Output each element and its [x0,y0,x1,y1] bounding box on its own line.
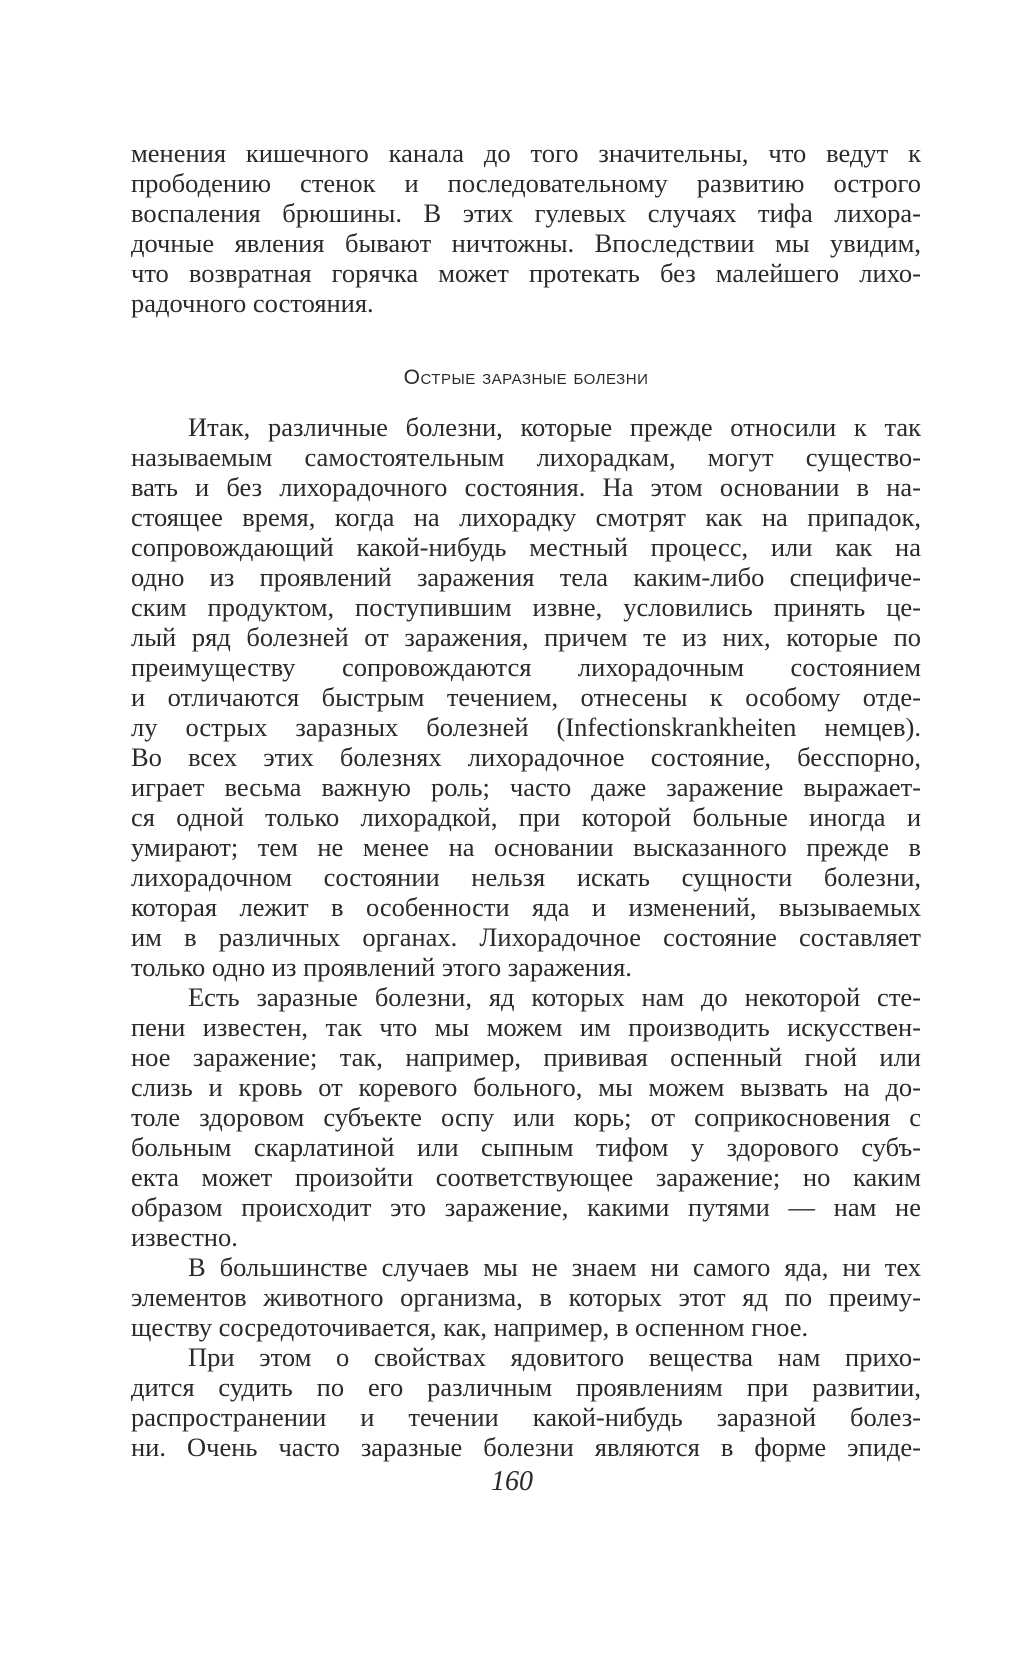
text-line: прободению стенок и последовательному развитию острого [131,168,921,198]
text-line: пени известен, так что мы можем им производить искусствен- [131,1012,921,1042]
text-line: толе здоровом субъекте оспу или корь; от соприкосновения с [131,1102,921,1132]
text-line: играет весьма важную роль; часто даже заражение выражает- [131,772,921,802]
page-number: 160 [491,1466,533,1497]
text-line: Есть заразные болезни, яд которых нам до некоторой сте- [188,982,921,1012]
text-line: ским продуктом, поступившим извне, условились принять це- [131,592,921,622]
paragraph-2 [131,982,921,1252]
text-line: называемым самостоятельным лихорадкам, могут существо- [131,442,921,472]
paragraph-4 [131,1342,921,1462]
text-line: При этом о свойствах ядовитого вещества нам прихо- [188,1342,921,1372]
text-line: элементов животного организма, в которых этот яд по преиму- [131,1282,921,1312]
text-line: вать и без лихорадочного состояния. На этом основании в на- [131,472,921,502]
text-line: воспаления брюшины. В этих гулевых случаях тифа лихора- [131,198,921,228]
text-line: ное заражение; так, например, прививая оспенный гной или [131,1042,921,1072]
text-line: и отличаются быстрым течением, отнесены к особому отде- [131,682,921,712]
text-line: известно. [131,1222,238,1252]
text-line: ществу сосредоточивается, как, например, в оспенном гное. [131,1312,809,1342]
text-line: ся одной только лихорадкой, при которой больные иногда и [131,802,921,832]
text-line: ни. Очень часто заразные болезни являются в форме эпиде- [131,1432,921,1462]
text-line: что возвратная горячка может протекать без малейшего лихо- [131,258,921,288]
text-line: лихорадочном состоянии нельзя искать сущности болезни, [131,862,921,892]
text-line: преимуществу сопровождаются лихорадочным состоянием [131,652,921,682]
page-body [131,138,921,1462]
text-line: Во всех этих болезнях лихорадочное состояние, бесспорно, [131,742,921,772]
text-line: Итак, различные болезни, которые прежде относили к так [188,412,921,442]
intro-paragraph [131,138,921,318]
text-line: больным скарлатиной или сыпным тифом у здорового субъ- [131,1132,921,1162]
text-line: которая лежит в особенности яда и изменений, вызываемых [131,892,921,922]
text-line: радочного состояния. [131,288,374,318]
text-line: дочные явления бывают ничтожны. Впоследствии мы увидим, [131,228,921,258]
paragraph-3 [131,1252,921,1342]
text-line: образом происходит это заражение, какими путями — нам не [131,1192,921,1222]
text-line: В большинстве случаев мы не знаем ни самого яда, ни тех [188,1252,921,1282]
section-title: Острые заразные болезни [403,366,649,389]
text-line: стоящее время, когда на лихорадку смотрят как на припадок, [131,502,921,532]
text-line: дится судить по его различным проявлениям при развитии, [131,1372,921,1402]
text-line: слизь и кровь от коревого больного, мы можем вызвать на до- [131,1072,921,1102]
text-line: распространении и течении какой-нибудь заразной болез- [131,1402,921,1432]
text-line: екта может произойти соответствующее заражение; но каким [131,1162,921,1192]
text-line: лый ряд болезней от заражения, причем те из них, которые по [131,622,921,652]
text-line: лу острых заразных болезней (Infectionskrankheiten немцев). [131,712,921,742]
text-line: только одно из проявлений этого заражения. [131,952,632,982]
text-line: им в различных органах. Лихорадочное состояние составляет [131,922,921,952]
text-line: умирают; тем не менее на основании высказанного прежде в [131,832,921,862]
paragraph-1 [131,412,921,982]
text-line: сопровождающий какой-нибудь местный процесс, или как на [131,532,921,562]
text-line: одно из проявлений заражения тела каким-либо специфиче- [131,562,921,592]
text-line: менения кишечного канала до того значительны, что ведут к [131,138,921,168]
